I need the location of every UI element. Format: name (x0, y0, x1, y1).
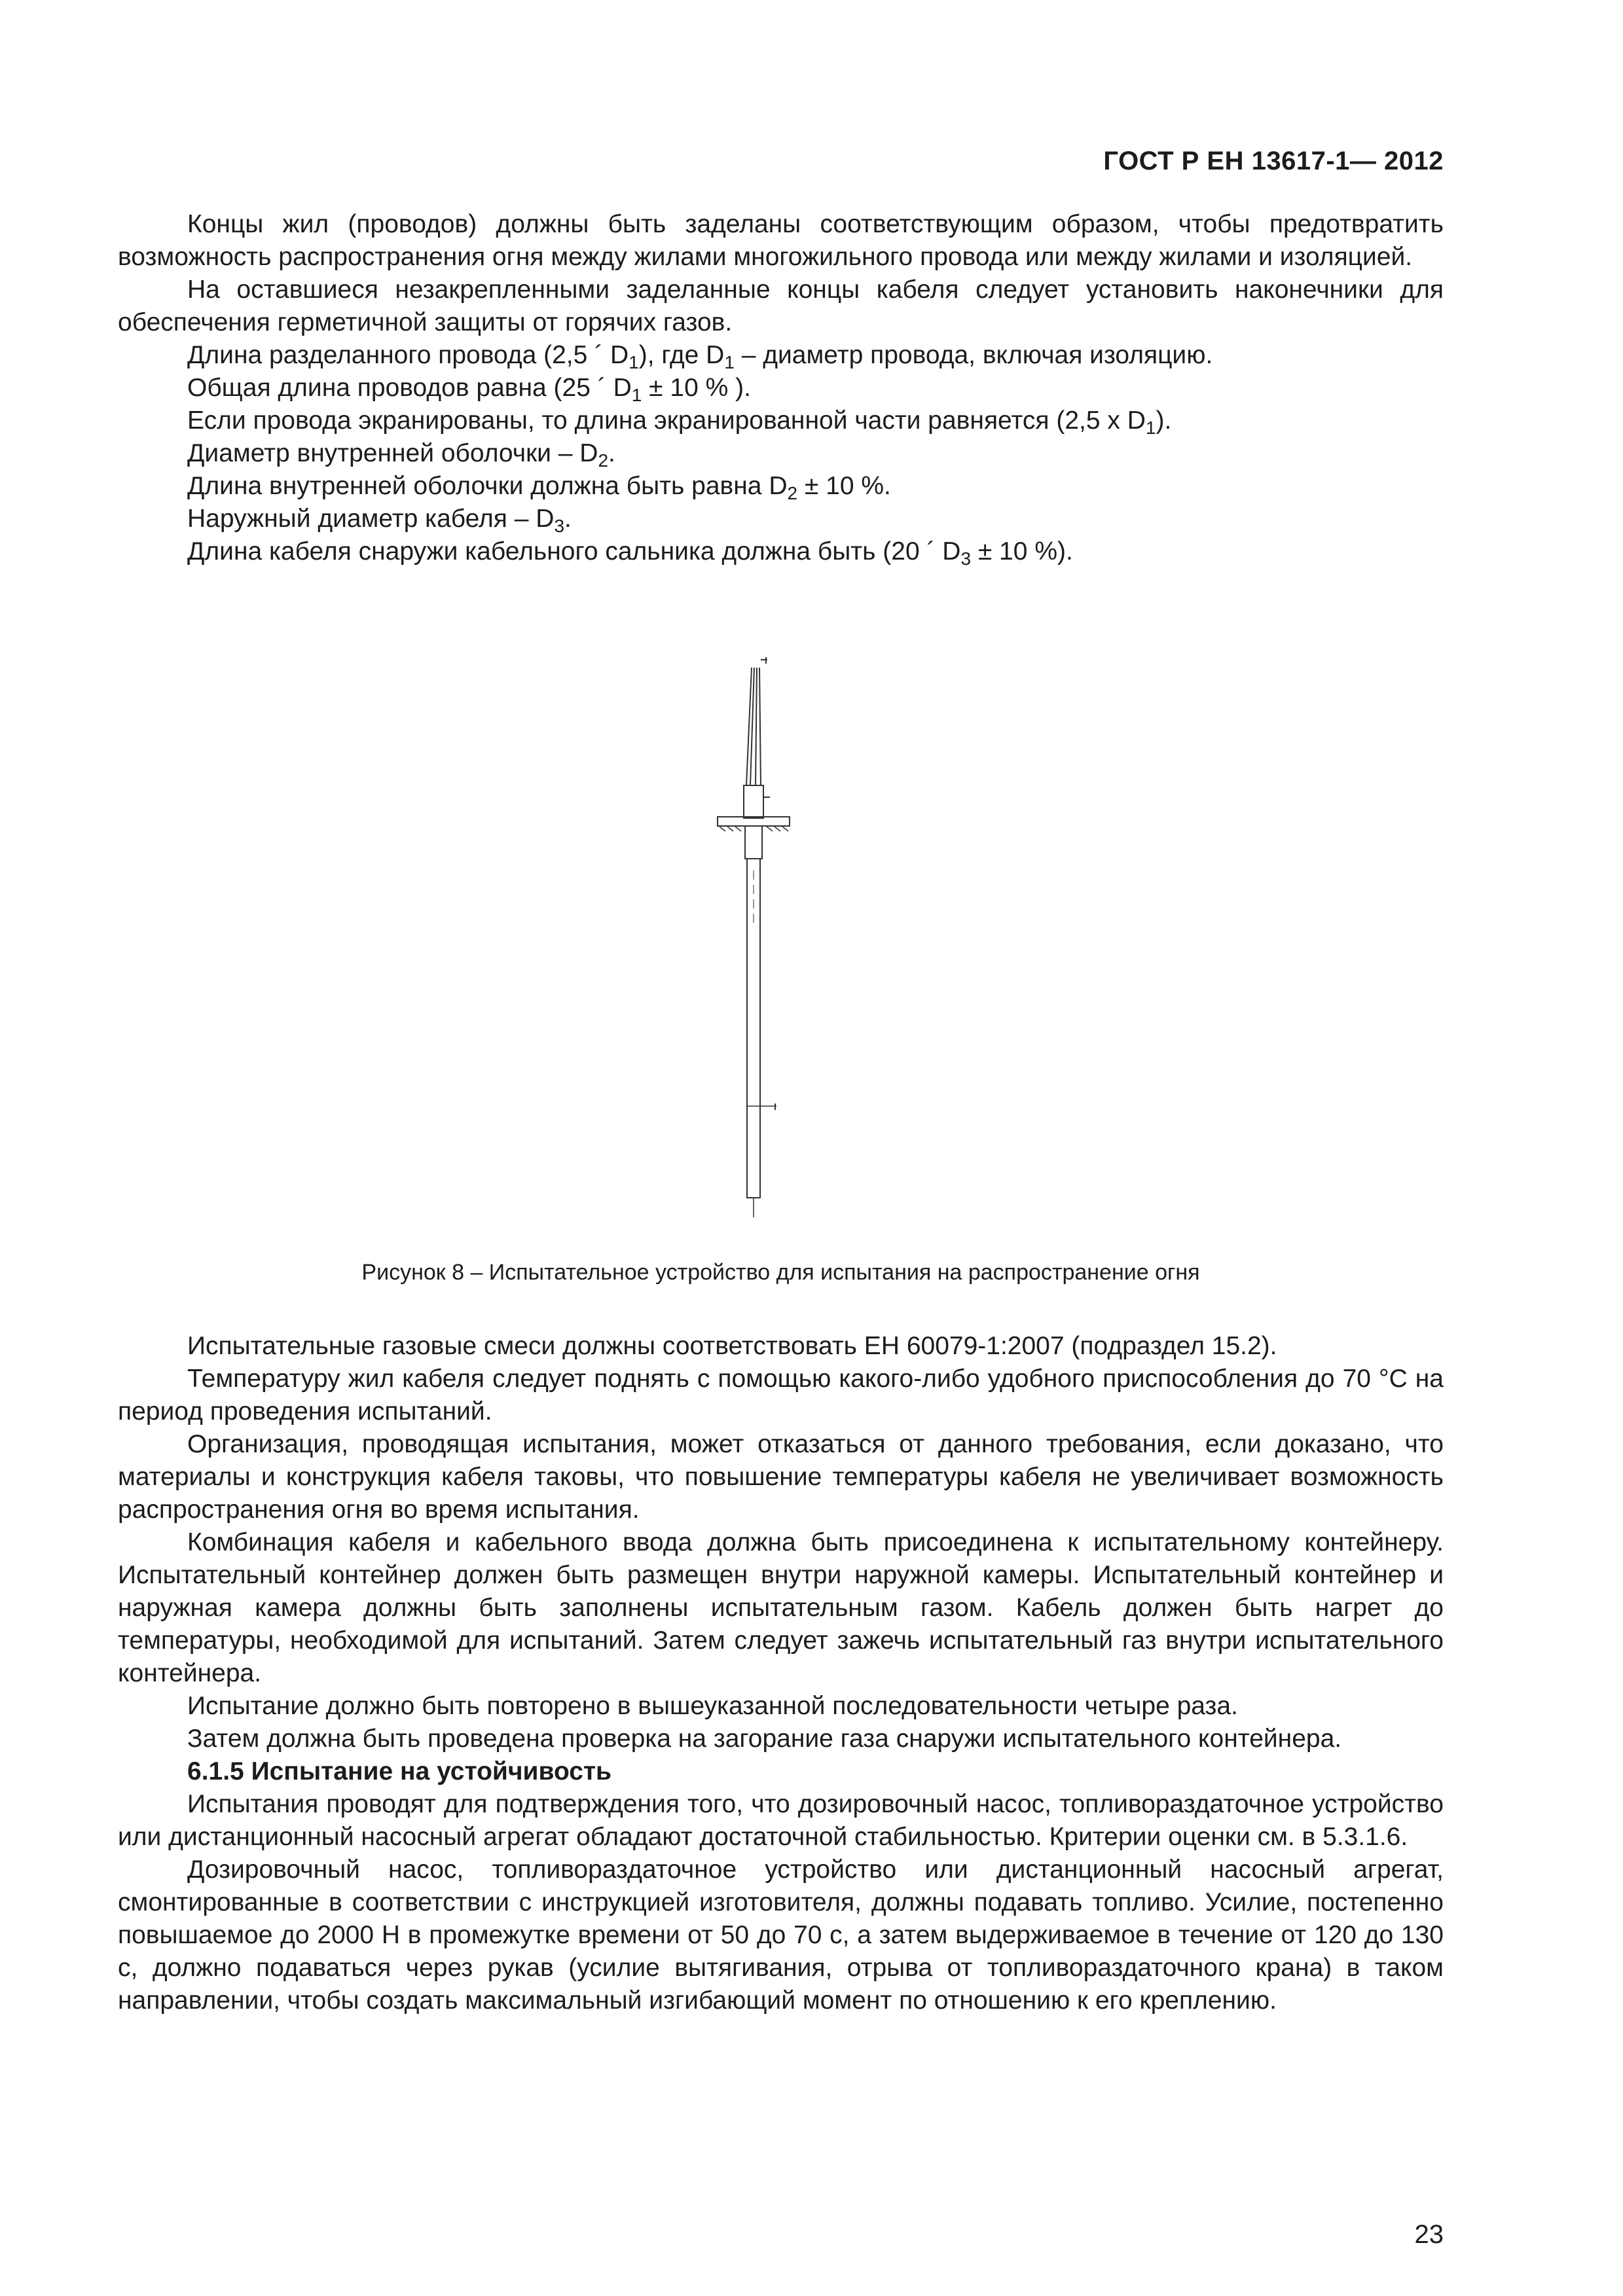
document-header: ГОСТ Р ЕН 13617-1— 2012 (1103, 147, 1444, 175)
paragraph: Длина разделанного провода (2,5 ´ $D_1$), где $D_1$ – диаметр провода, включая изоляцию. (187, 341, 1213, 372)
paragraph: Дозировочный насос, топливораздаточное устройство или дистанционный насосный агрегат, смонтированные в соответствии с инструкцией изготовителя, должны подавать топливо. Усилие, постепенно повышаемое до 2000 Н в промежутке времени от 50 до 70 с, а затем выдерживаемое в течение от 120 до 130 с, должно подаваться через рукав (усилие вытягивания, отрыва от топливораздаточного крана) в таком направлении, чтобы создать максимальный изгибающий момент по отношению к его креплению. (118, 1856, 1444, 2015)
paragraph: Концы жил (проводов) должны быть заделаны соответствующим образом, чтобы предотвратить возможность распространения огня между жилами многожильного провода или между жилами и изоляцией. (118, 210, 1444, 271)
paragraph: Если провода экранированы, то длина экранированной части равняется (2,5 х $D_1$). (187, 406, 1172, 438)
paragraph: Длина кабеля снаружи кабельного сальника должна быть (20 ´ $D_3 \pm 10$ %). (187, 537, 1073, 569)
paragraph: На оставшиеся незакрепленными заделанные концы кабеля следует установить наконечники для обеспечения герметичной защиты от горячих газов. (118, 276, 1444, 336)
paragraph: Общая длина проводов равна (25 ´ $D_1 \pm 10$ % ). (187, 374, 751, 405)
page-number: 23 (1414, 2220, 1444, 2249)
paragraph: Диаметр внутренней оболочки – $D_2$. (187, 439, 615, 471)
top-text-block (118, 208, 1444, 568)
paragraph: Комбинация кабеля и кабельного ввода должна быть присоединена к испытательному контейнеру. Испытательный контейнер должен быть размещен внутри наружной камеры. Испытательный контейнер и наружная камера должны быть заполнены испытательным газом. Кабель должен быть нагрет до температуры, необходимой для испытаний. Затем следует зажечь испытательный газ внутри испытательного контейнера. (118, 1528, 1444, 1687)
paragraph: Температуру жил кабеля следует поднять с помощью какого-либо удобного приспособления до 70 °С на период проведения испытаний. (118, 1365, 1444, 1426)
paragraph: Испытания проводят для подтверждения того, что дозировочный насос, топливораздаточное устройство или дистанционный насосный агрегат обладают достаточной стабильностью. Критерии оценки см. в 5.3.1.6. (118, 1790, 1444, 1851)
figure-caption: Рисунок 8 – Испытательное устройство для испытания на распространение огня (361, 1260, 1200, 1285)
paragraph: Наружный диаметр кабеля – $D_3$. (187, 505, 572, 536)
paragraph: Длина внутренней оболочки должна быть равна $D_2 \pm 10$ %. (187, 472, 891, 503)
paragraph: Испытательные газовые смеси должны соответствовать ЕН 60079-1:2007 (подраздел 15.2). (187, 1332, 1277, 1360)
paragraph: Затем должна быть проведена проверка на загорание газа снаружи испытательного контейнера. (187, 1725, 1342, 1753)
paragraph: Испытание должно быть повторено в вышеуказанной последовательности четыре раза. (187, 1692, 1238, 1720)
section-heading: 6.1.5 Испытание на устойчивость (187, 1757, 612, 1785)
test-device-drawing (655, 648, 851, 1224)
bottom-text-block (118, 1330, 1444, 2017)
paragraph: Организация, проводящая испытания, может отказаться от данного требования, если доказано, что материалы и конструкция кабеля таковы, что повышение температуры кабеля не увеличивает возможность распространения огня во время испытания. (118, 1430, 1444, 1524)
